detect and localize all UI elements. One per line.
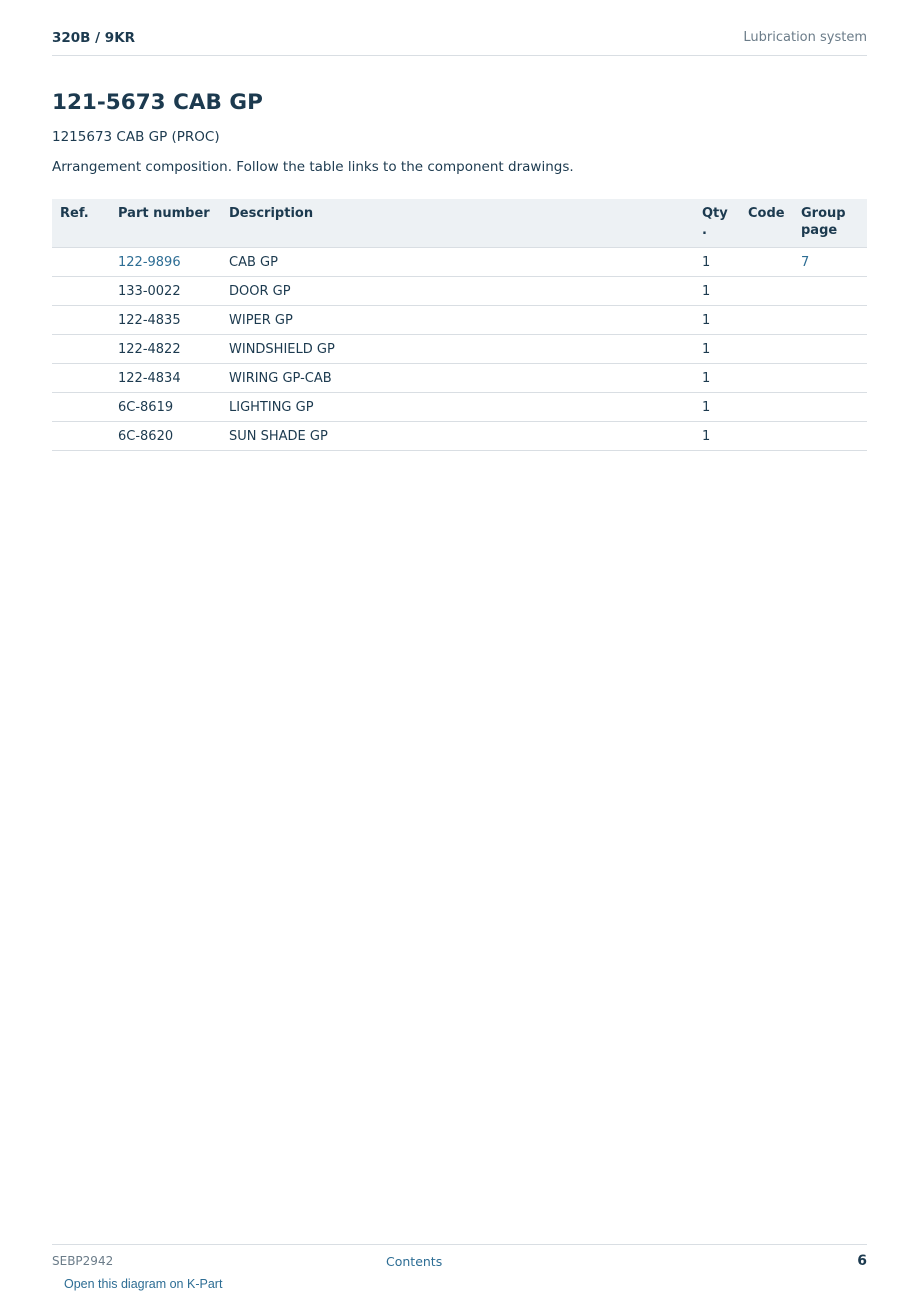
- group-page-link[interactable]: 7: [801, 254, 810, 270]
- row-group-page: [793, 306, 867, 335]
- row-qty: 1: [694, 277, 740, 306]
- section-label: Lubrication system: [743, 30, 867, 45]
- col-group-page-header: Group page: [793, 199, 867, 248]
- table-row: [52, 277, 867, 306]
- col-qty-header: Qty .: [694, 199, 740, 248]
- parts-table: [52, 199, 867, 451]
- row-code: [740, 364, 793, 393]
- intro-text: Arrangement composition. Follow the table links to the component drawings.: [52, 159, 574, 175]
- row-part-number: 6C-8620: [110, 422, 221, 451]
- page-title: 121-5673 CAB GP: [52, 90, 263, 115]
- page-subtitle: 1215673 CAB GP (PROC): [52, 129, 220, 145]
- part-number-link[interactable]: 122-9896: [118, 254, 181, 270]
- kpart-link[interactable]: Open this diagram on K-Part: [64, 1277, 223, 1291]
- row-qty: 1: [694, 393, 740, 422]
- table-row: [52, 364, 867, 393]
- row-ref: [52, 248, 110, 277]
- row-qty: 1: [694, 306, 740, 335]
- row-part-number: 133-0022: [110, 277, 221, 306]
- row-ref: [52, 422, 110, 451]
- table-row: [52, 422, 867, 451]
- row-description: CAB GP: [221, 248, 694, 277]
- contents-link[interactable]: Contents: [386, 1254, 443, 1269]
- row-code: [740, 306, 793, 335]
- col-description-header: Description: [221, 199, 694, 248]
- row-code: [740, 393, 793, 422]
- row-group-page: [793, 393, 867, 422]
- row-ref: [52, 335, 110, 364]
- row-ref: [52, 277, 110, 306]
- col-part-number-header: Part number: [110, 199, 221, 248]
- table-row: [52, 335, 867, 364]
- row-group-page: [793, 364, 867, 393]
- row-qty: 1: [694, 422, 740, 451]
- row-description: LIGHTING GP: [221, 393, 694, 422]
- row-group-page: [793, 335, 867, 364]
- row-part-number: 122-4822: [110, 335, 221, 364]
- row-qty: 1: [694, 364, 740, 393]
- row-group-page: [793, 422, 867, 451]
- page-number: 6: [857, 1253, 867, 1269]
- row-qty: 1: [694, 335, 740, 364]
- row-description: WIRING GP-CAB: [221, 364, 694, 393]
- row-description: WINDSHIELD GP: [221, 335, 694, 364]
- row-code: [740, 422, 793, 451]
- row-part-number: 122-4835: [110, 306, 221, 335]
- row-qty: 1: [694, 248, 740, 277]
- row-description: SUN SHADE GP: [221, 422, 694, 451]
- table-row: [52, 248, 867, 277]
- row-description: WIPER GP: [221, 306, 694, 335]
- row-ref: [52, 364, 110, 393]
- document-id: SEBP2942: [52, 1254, 114, 1268]
- table-row: [52, 393, 867, 422]
- row-group-page: [793, 277, 867, 306]
- col-ref-header: Ref.: [52, 199, 110, 248]
- page-header: [52, 28, 867, 56]
- row-ref: [52, 393, 110, 422]
- row-description: DOOR GP: [221, 277, 694, 306]
- row-ref: [52, 306, 110, 335]
- row-part-number: 6C-8619: [110, 393, 221, 422]
- table-header-row: [52, 199, 867, 248]
- page-footer: [52, 1244, 867, 1301]
- row-code: [740, 248, 793, 277]
- table-row: [52, 306, 867, 335]
- col-code-header: Code: [740, 199, 793, 248]
- row-code: [740, 277, 793, 306]
- row-code: [740, 335, 793, 364]
- row-part-number: 122-4834: [110, 364, 221, 393]
- model-label: 320B / 9KR: [52, 30, 136, 46]
